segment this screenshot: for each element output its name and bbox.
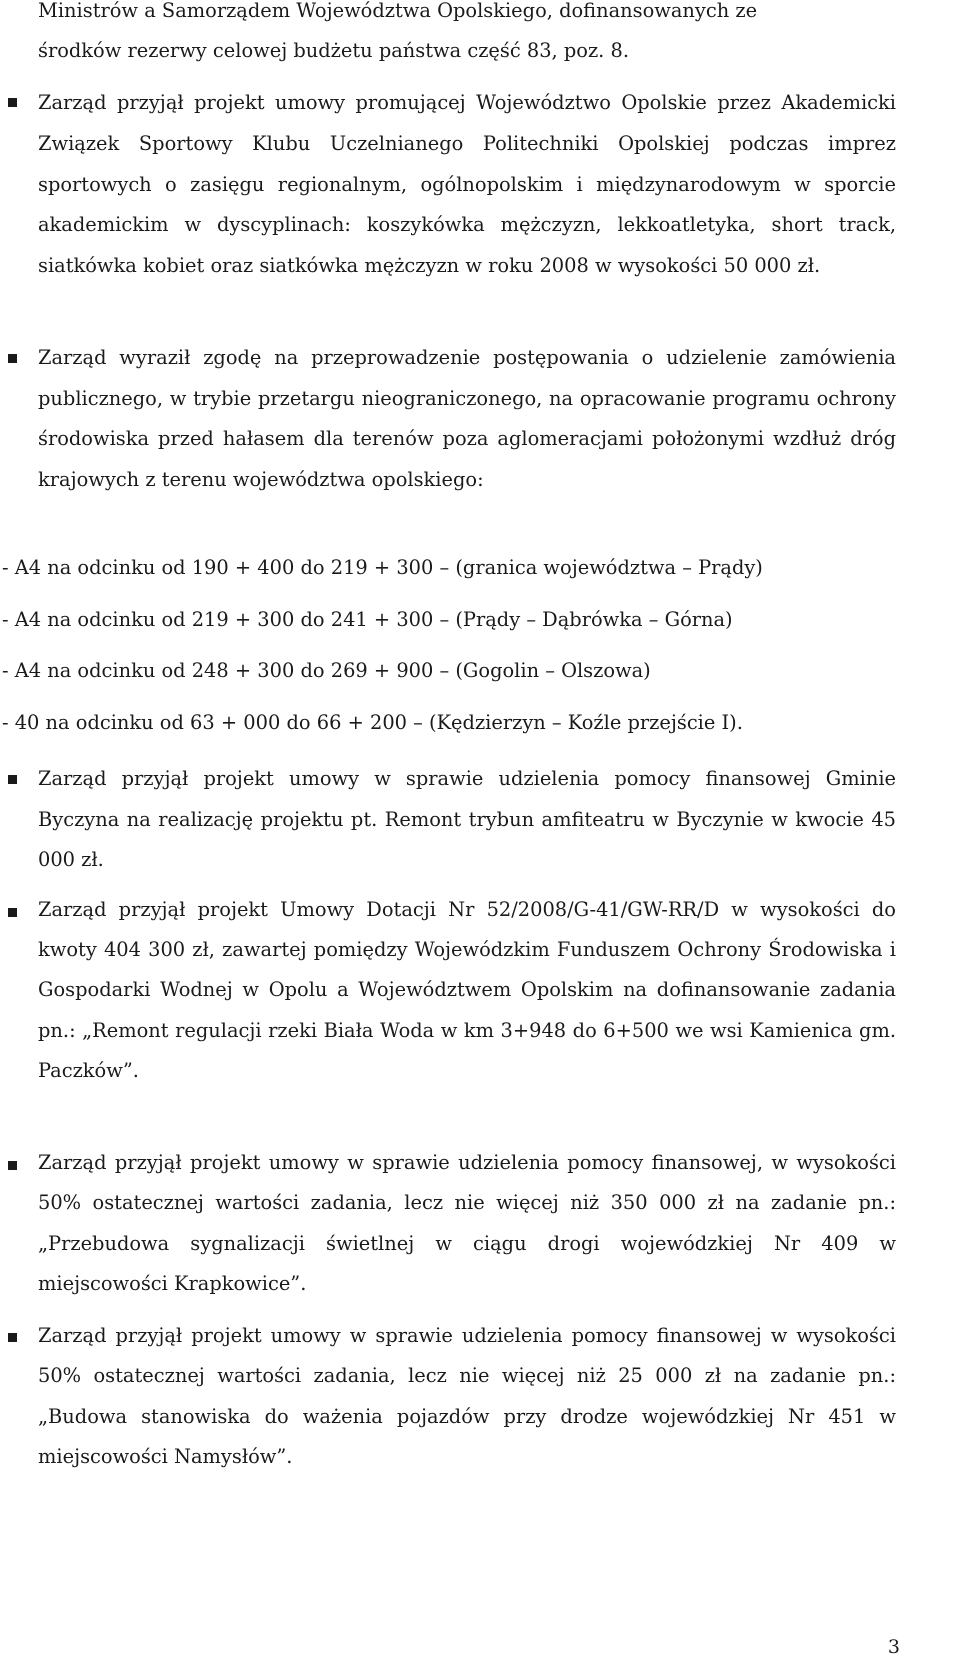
square-bullet-icon [8, 354, 17, 363]
continuation-line: środków rezerwy celowej budżetu państwa część 83, poz. 8. [38, 39, 630, 62]
square-bullet-icon [8, 98, 17, 107]
road-section-line: - A4 na odcinku od 248 + 300 do 269 + 900 – (Gogolin – Olszowa) [2, 659, 651, 682]
square-bullet-icon [8, 908, 17, 917]
list-item-text: Zarząd przyjął projekt umowy w sprawie udzielenia pomocy finansowej Gminie Byczyna na realizację projektu pt. Remont trybun amfiteatru w Byczynie w kwocie 45 000 zł. [38, 767, 896, 871]
list-item-text: Zarząd przyjął projekt umowy promującej Województwo Opolskie przez Akademicki Związek Sportowy Klubu Uczelnianego Politechniki Opolskiej podczas imprez sportowych o zasięgu regionalnym, ogólnopolskim i międzynarodowym w sporcie akademickim w dyscyplinach: koszykówka mężczyzn, lekkoatletyka, short track, siatkówka kobiet oraz siatkówka mężczyzn w roku 2008 w wysokości 50 000 zł. [38, 91, 896, 278]
road-section-line: - A4 na odcinku od 190 + 400 do 219 + 300 – (granica województwa – Prądy) [2, 556, 763, 579]
list-item-text: Zarząd przyjął projekt umowy w sprawie udzielenia pomocy finansowej, w wysokości 50% ostatecznej wartości zadania, lecz nie więcej niż 350 000 zł na zadanie pn.: „Przebudowa sygnalizacji świetlnej w ciągu drogi wojewódzkiej Nr 409 w miejscowości Krapkowice”. [38, 1151, 896, 1295]
road-section-line: - A4 na odcinku od 219 + 300 do 241 + 300 – (Prądy – Dąbrówka – Górna) [2, 608, 733, 631]
road-section-line: - 40 na odcinku od 63 + 000 do 66 + 200 – (Kędzierzyn – Koźle przejście I). [2, 711, 743, 734]
list-item-text: Zarząd wyraził zgodę na przeprowadzenie postępowania o udzielenie zamówienia publicznego, w trybie przetargu nieograniczonego, na opracowanie programu ochrony środowiska przed hałasem dla terenów poza aglomeracjami położonymi wzdłuż dróg krajowych z terenu województwa opolskiego: [38, 346, 896, 491]
square-bullet-icon [8, 1333, 17, 1342]
square-bullet-icon [8, 1161, 17, 1170]
list-item-text: Zarząd przyjął projekt umowy w sprawie udzielenia pomocy finansowej w wysokości 50% ostatecznej wartości zadania, lecz nie więcej niż 25 000 zł na zadanie pn.: „Budowa stanowiska do ważenia pojazdów przy drodze wojewódzkiej Nr 451 w miejscowości Namysłów”. [38, 1324, 896, 1468]
continuation-line: Ministrów a Samorządem Województwa Opolskiego, dofinansowanych ze [38, 0, 758, 22]
page-number: 3 [887, 1636, 900, 1658]
list-item-text: Zarząd przyjął projekt Umowy Dotacji Nr 52/2008/G-41/GW-RR/D w wysokości do kwoty 404 300 zł, zawartej pomiędzy Wojewódzkim Funduszem Ochrony Środowiska i Gospodarki Wodnej w Opolu a Województwem Opolskim na dofinansowanie zadania pn.: „Remont regulacji rzeki Biała Woda w km 3+948 do 6+500 we wsi Kamienica gm. Paczków”. [38, 898, 896, 1082]
square-bullet-icon [8, 775, 17, 784]
